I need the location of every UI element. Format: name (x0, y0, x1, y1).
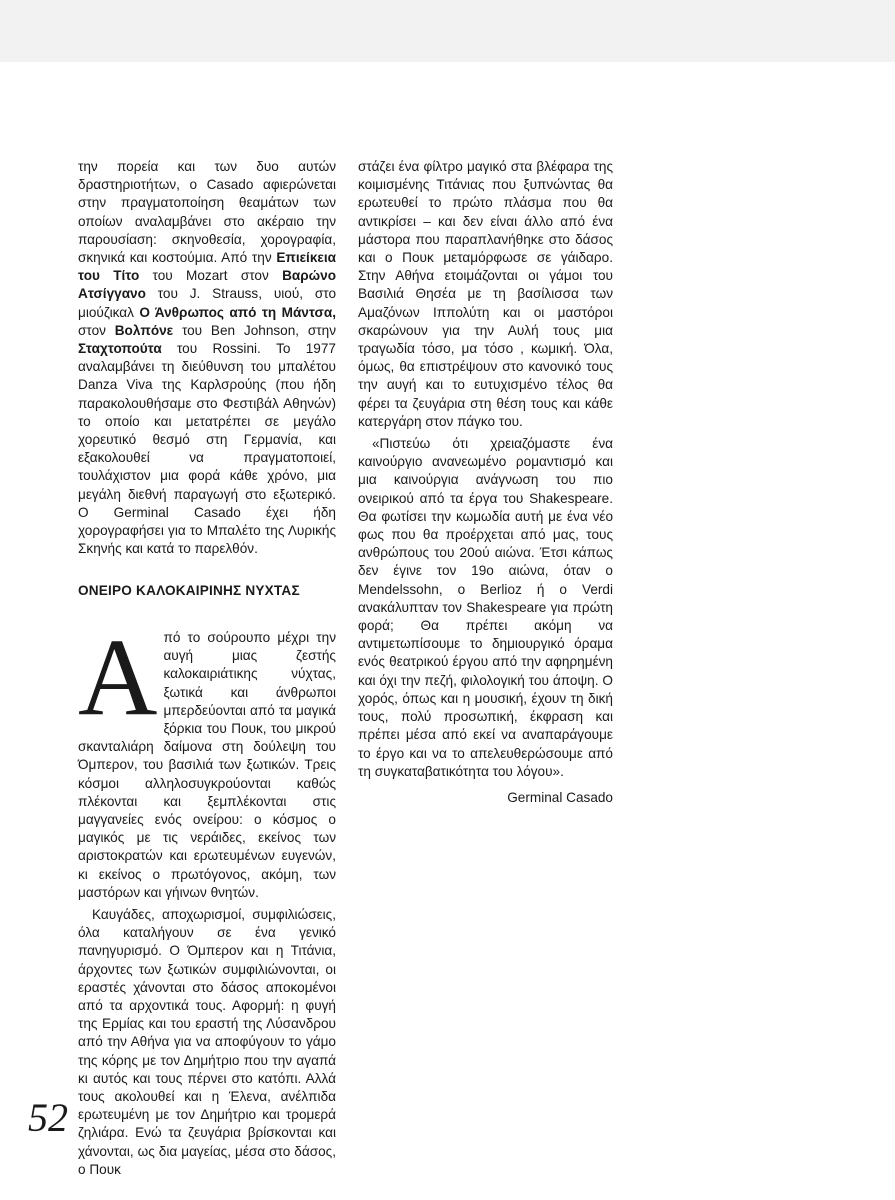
left-column (78, 158, 336, 558)
intro-paragraph: την πορεία και των δυο αυτών δραστηριοτήτων, ο Casado αφιερώνεται στην πραγματοποίηση θεαμάτων των οποίων αναλαμβάνει στο ακέραιο την παρουσίαση: σκηνοθεσία, χορογραφία, σκηνικά και κοστούμια. Από την Επιείκεια του Τίτο του Mozart στον Βαρώνο Ατσίγγανο του J. Strauss, υιού, στο μιούζικαλ Ο Άνθρωπος από τη Μάντσα, στον Βολπόνε του Ben Johnson, στην Σταχτοπούτα του Rossini. Το 1977 αναλαμβάνει τη διεύθυνση του μπαλέτου Danza Viva της Καρλσρούης (που ήδη παρακολουθήσαμε στο Φεστιβάλ Αθηνών) το οποίο και μετατρέπει σε μεγάλο χορευτικό θεσμό στη Γερμανία, και εξακολουθεί να πραγματοποιεί, τουλάχιστον μια φορά κάθε χρόνο, μια μεγάλη διεθνή παραγωγή στο εξωτερικό. Ο Germinal Casado έχει ήδη χορογραφήσει για το Μπαλέτο της Λυρικής Σκηνής και κατά το παρελθόν. (78, 159, 336, 557)
section-heading: ΟΝΕΙΡΟ ΚΑΛΟΚΑΙΡΙΝΗΣ ΝΥΧΤΑΣ (78, 583, 300, 598)
story-paragraph: πό το σούρουπο μέχρι την αυγή μιας ζεστής καλοκαιριάτικης νύχτας, ξωτικά και άνθρωποι μπερδεύονται από τα μαγικά ξόρκια του Πουκ, του μικρού σκανταλιάρη δαίμονα στη δούλεψη του Όμπερον, του βασιλιά των ξωτικών. Τρεις κόσμοι αλληλοσυγκρούονται καθώς πλέκονται και ξεμπλέκονται στις μαγγανείες ενός ονείρου: ο κόσμος ο μαγικός με τις νεράιδες, εκείνος των αριστοκρατών και ερωτευμένων ευγενών, κι εκείνος ο πρωτόγονος, ακόμη, των μαστόρων και γήινων θνητών. (78, 630, 336, 900)
page-top-band (0, 0, 895, 62)
right-column (358, 158, 613, 807)
story-paragraph: στάζει ένα φίλτρο μαγικό στα βλέφαρα της κοιμισμένης Τιτάνιας που ξυπνώντας θα ερωτευθεί το πρώτο πλάσμα που θα αντικρίσει – και δεν είναι άλλο από ένα μάστορα που παραπλανήθηκε στο δάσος και ο Πουκ μεταμόρφωσε σε γάιδαρο. Στην Αθήνα ετοιμάζονται οι γάμοι του Βασιλιά Θησέα με τη βασίλισσα των Αμαζόνων Ιππολύτη και οι μαστόροι σκαρώνουν για την Αυλή τους μια τραγωδία τόσο, μα τόσο , κωμική. Όλα, όμως, θα επιστρέψουν στο κανονικό τους την αυγή και το ευτυχισμένο τέλος θα φέρει τα ζευγάρια στη θέση τους και κάθε κατεργάρη στον πάγκο του. (358, 159, 613, 429)
work-title: Βαρώνο Ατσίγγανο (78, 268, 336, 302)
story-block (78, 616, 336, 1193)
work-title: Σταχτοπούτα (78, 341, 162, 357)
quote-paragraph: «Πιστεύω ότι χρειαζόμαστε ένα καινούργιο ανανεωμένο ρομαντισμό και μια καινούργια ανάγνωση του πιο ονειρικού από τα έργα του Shakespeare. Θα φωτίσει την κωμωδία αυτή με ένα νέο φως που θα προέρχεται από μας, τους ανθρώπους του 20ού αιώνα. Έτσι κάπως δεν έγινε τον 19ο αιώνα, όταν ο Mendelssohn, ο Berlioz ή ο Verdi ανακάλυπταν τον Shakespeare για πρώτη φορά; Θα πρέπει ακόμη να αντιμετωπίσουμε το δημιουργικό όραμα ενός θεατρικού έργου από την αφηρημένη και όχι την πεζή, φιλολογική του άποψη. Ο χορός, όπως και η μουσική, έχουν τη δική τους, πολύ προσωπική, έκφραση και πρέπει μέσα από εκεί να αναπαράγουμε το έργο και να το απελευθερώσουμε από τη συγκαταβατικότητα του λόγου». (358, 436, 613, 779)
work-title: Ο Άνθρωπος από τη Μάντσα, (139, 304, 336, 320)
story-paragraph: Καυγάδες, αποχωρισμοί, συμφιλιώσεις, όλα καταλήγουν σε ένα γενικό πανηγυρισμό. Ο Όμπερον και η Τιτάνια, άρχοντες των ξωτικών συμφιλιώνονται, οι εραστές χάνονται στο δάσος αποκομένοι από τα αρχοντικά τους. Αφορμή: η φυγή της Ερμίας και του εραστή της Λύσανδρου από την Αθήνα για να αποφύγουν το γάμο της κόρης με τον Δημήτριο που την αγαπά κι αυτός και τους πέρνει στο κατόπι. Αλλά τους ακολουθεί και η Έλενα, ανέλπιδα ερωτευμένη με τον Δημήτριο και τρομερά ζηλιάρα. Ενώ τα ζευγάρια βρίσκονται και χάνονται, ως δια μαγείας, μέσα στο δάσος, ο Πουκ (78, 907, 336, 1177)
page-number: 52 (28, 1095, 68, 1140)
signature: Germinal Casado (507, 789, 613, 805)
drop-cap: Α (78, 616, 158, 738)
work-title: Επιείκεια του Τίτο (78, 250, 336, 284)
work-title: Βολπόνε (114, 322, 174, 338)
